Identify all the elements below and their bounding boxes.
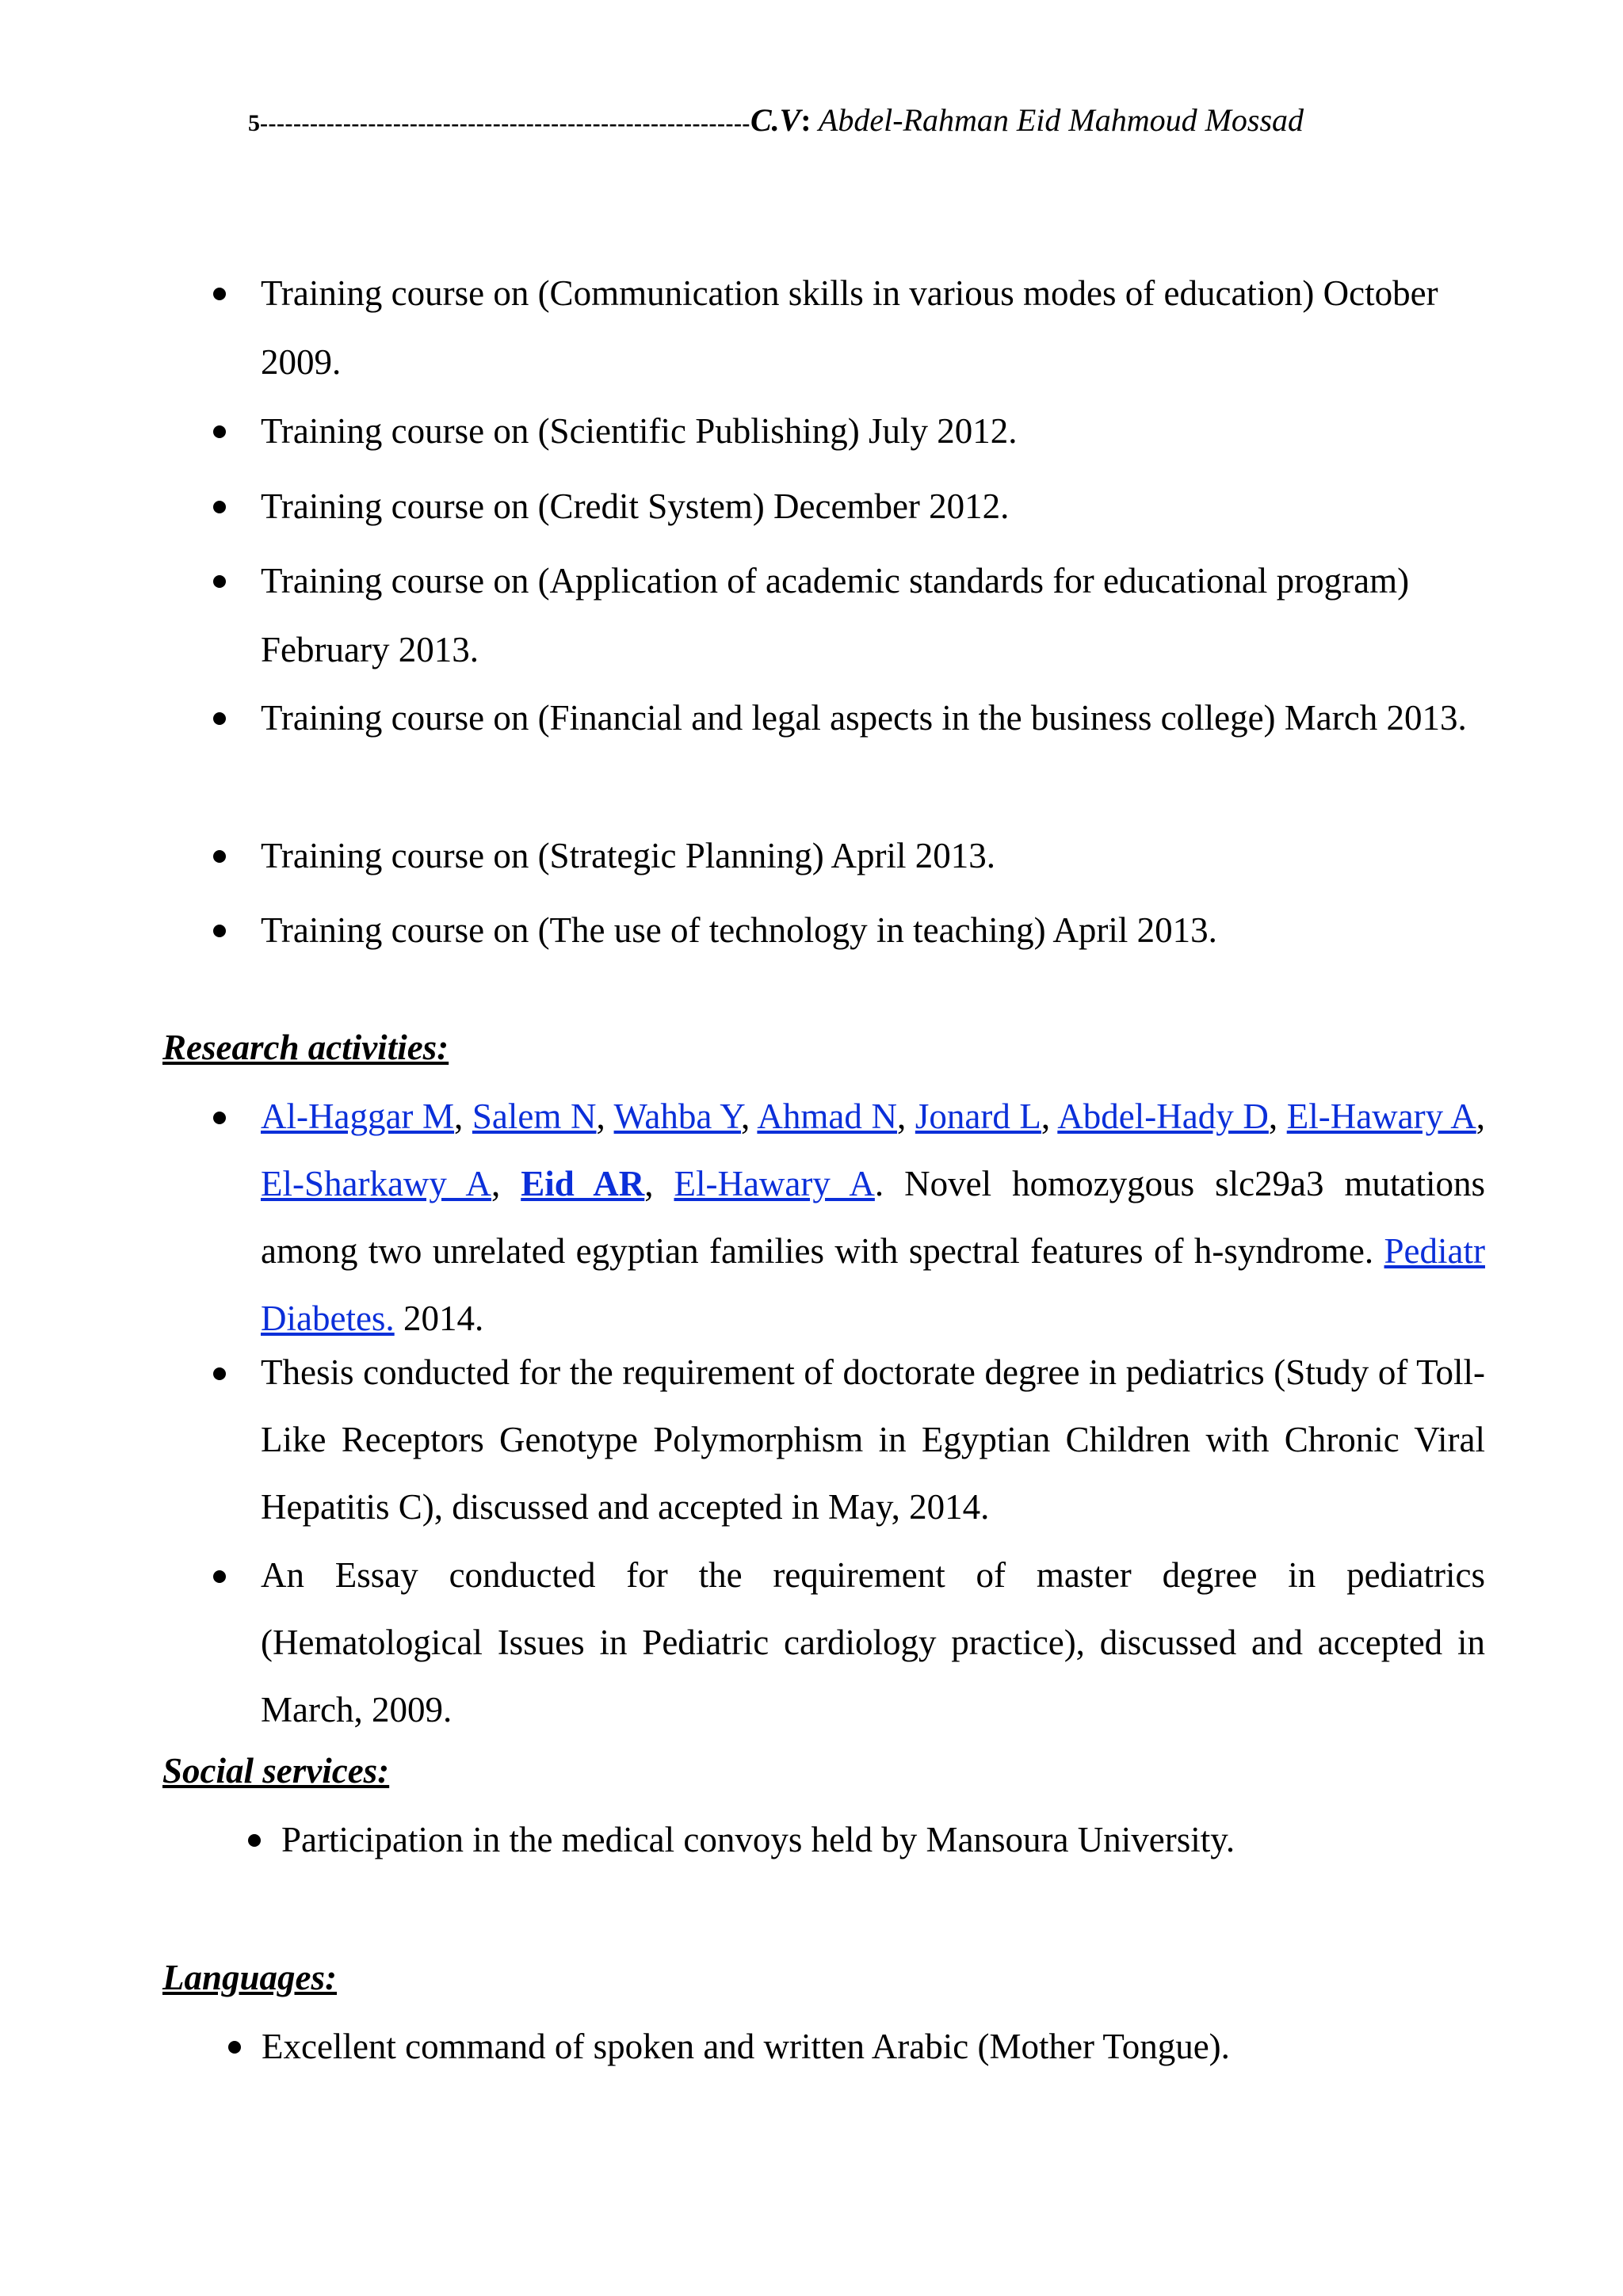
author-link[interactable]: Salem N [472, 1097, 597, 1136]
list-item: Thesis conducted for the requirement of doctorate degree in pediatrics (Study of Toll-Like Receptors Genotype Polymorphism in Egyptian Children with Chronic Viral Hepatitis C), discussed and accepted in May, 2014. [261, 1339, 1485, 1541]
bullet-icon [213, 501, 226, 513]
journal-link[interactable]: Pediatr Diabetes. [261, 1231, 1485, 1338]
list-item: Training course on (Application of academic standards for educational program) February 2013. [261, 547, 1485, 685]
bullet-icon [213, 425, 226, 438]
bullet-icon [213, 712, 226, 725]
list-item: Training course on (Credit System) December 2012. [261, 472, 1485, 541]
bullet-icon [213, 925, 226, 937]
bullet-icon [213, 1367, 226, 1380]
header-dashes: ----------------------------------------------------------- [260, 110, 750, 136]
publication-text: Al-Haggar M, Salem N, Wahba Y, Ahmad N, Jonard L, Abdel-Hady D, El-Hawary A, El-Sharkawy A, Eid AR, El-Hawary A. Novel homozygous slc29a3 mutations among two unrelated egyptian families with spectral features of h-syndrome. Pediatr Diabetes. 2014. [261, 1097, 1486, 1338]
list-item: Training course on (Communication skills in various modes of education) October 2009. [261, 259, 1485, 397]
bullet-icon [213, 288, 226, 300]
author-link[interactable]: Ahmad N [757, 1097, 897, 1136]
author-link[interactable]: Al-Haggar M [261, 1097, 455, 1136]
bullet-icon [228, 2041, 241, 2054]
bullet-icon [213, 575, 226, 588]
author-link[interactable]: Abdel-Hady D [1057, 1097, 1269, 1136]
bullet-icon [213, 850, 226, 863]
header-name: Abdel-Rahman Eid Mahmoud Mossad [811, 102, 1304, 138]
list-item: Training course on (Strategic Planning) April 2013. [261, 822, 1485, 891]
bullet-icon [213, 1112, 226, 1124]
research-heading: Research activities: [162, 1028, 449, 1067]
list-item: Training course on (The use of technology in teaching) April 2013. [261, 896, 1485, 965]
page-header [248, 98, 1472, 143]
publication-item [261, 1083, 1485, 1352]
author-link-self[interactable]: Eid AR [521, 1164, 645, 1203]
list-item: Participation in the medical convoys held by Mansoura University. [281, 1806, 1470, 1875]
cv-label: C.V [750, 102, 801, 138]
bullet-icon [248, 1834, 261, 1847]
author-link[interactable]: El-Hawary A [674, 1164, 875, 1203]
social-heading: Social services: [162, 1751, 390, 1791]
header-colon: : [800, 102, 812, 138]
bullet-icon [213, 1570, 226, 1583]
author-link[interactable]: El-Hawary A [1286, 1097, 1476, 1136]
author-link[interactable]: Jonard L [915, 1097, 1041, 1136]
languages-heading: Languages: [162, 1958, 338, 1997]
list-item: Training course on (Financial and legal aspects in the business college) March 2013. [261, 684, 1485, 753]
author-link[interactable]: Wahba Y [613, 1097, 741, 1136]
list-item: Training course on (Scientific Publishing) July 2012. [261, 397, 1485, 466]
list-item: Excellent command of spoken and written Arabic (Mother Tongue). [262, 2012, 1466, 2081]
list-item: An Essay conducted for the requirement of master degree in pediatrics (Hematological Issues in Pediatric cardiology practice), discussed and accepted in March, 2009. [261, 1542, 1485, 1744]
author-link[interactable]: El-Sharkawy A [261, 1164, 491, 1203]
page-number: 5 [248, 110, 260, 136]
